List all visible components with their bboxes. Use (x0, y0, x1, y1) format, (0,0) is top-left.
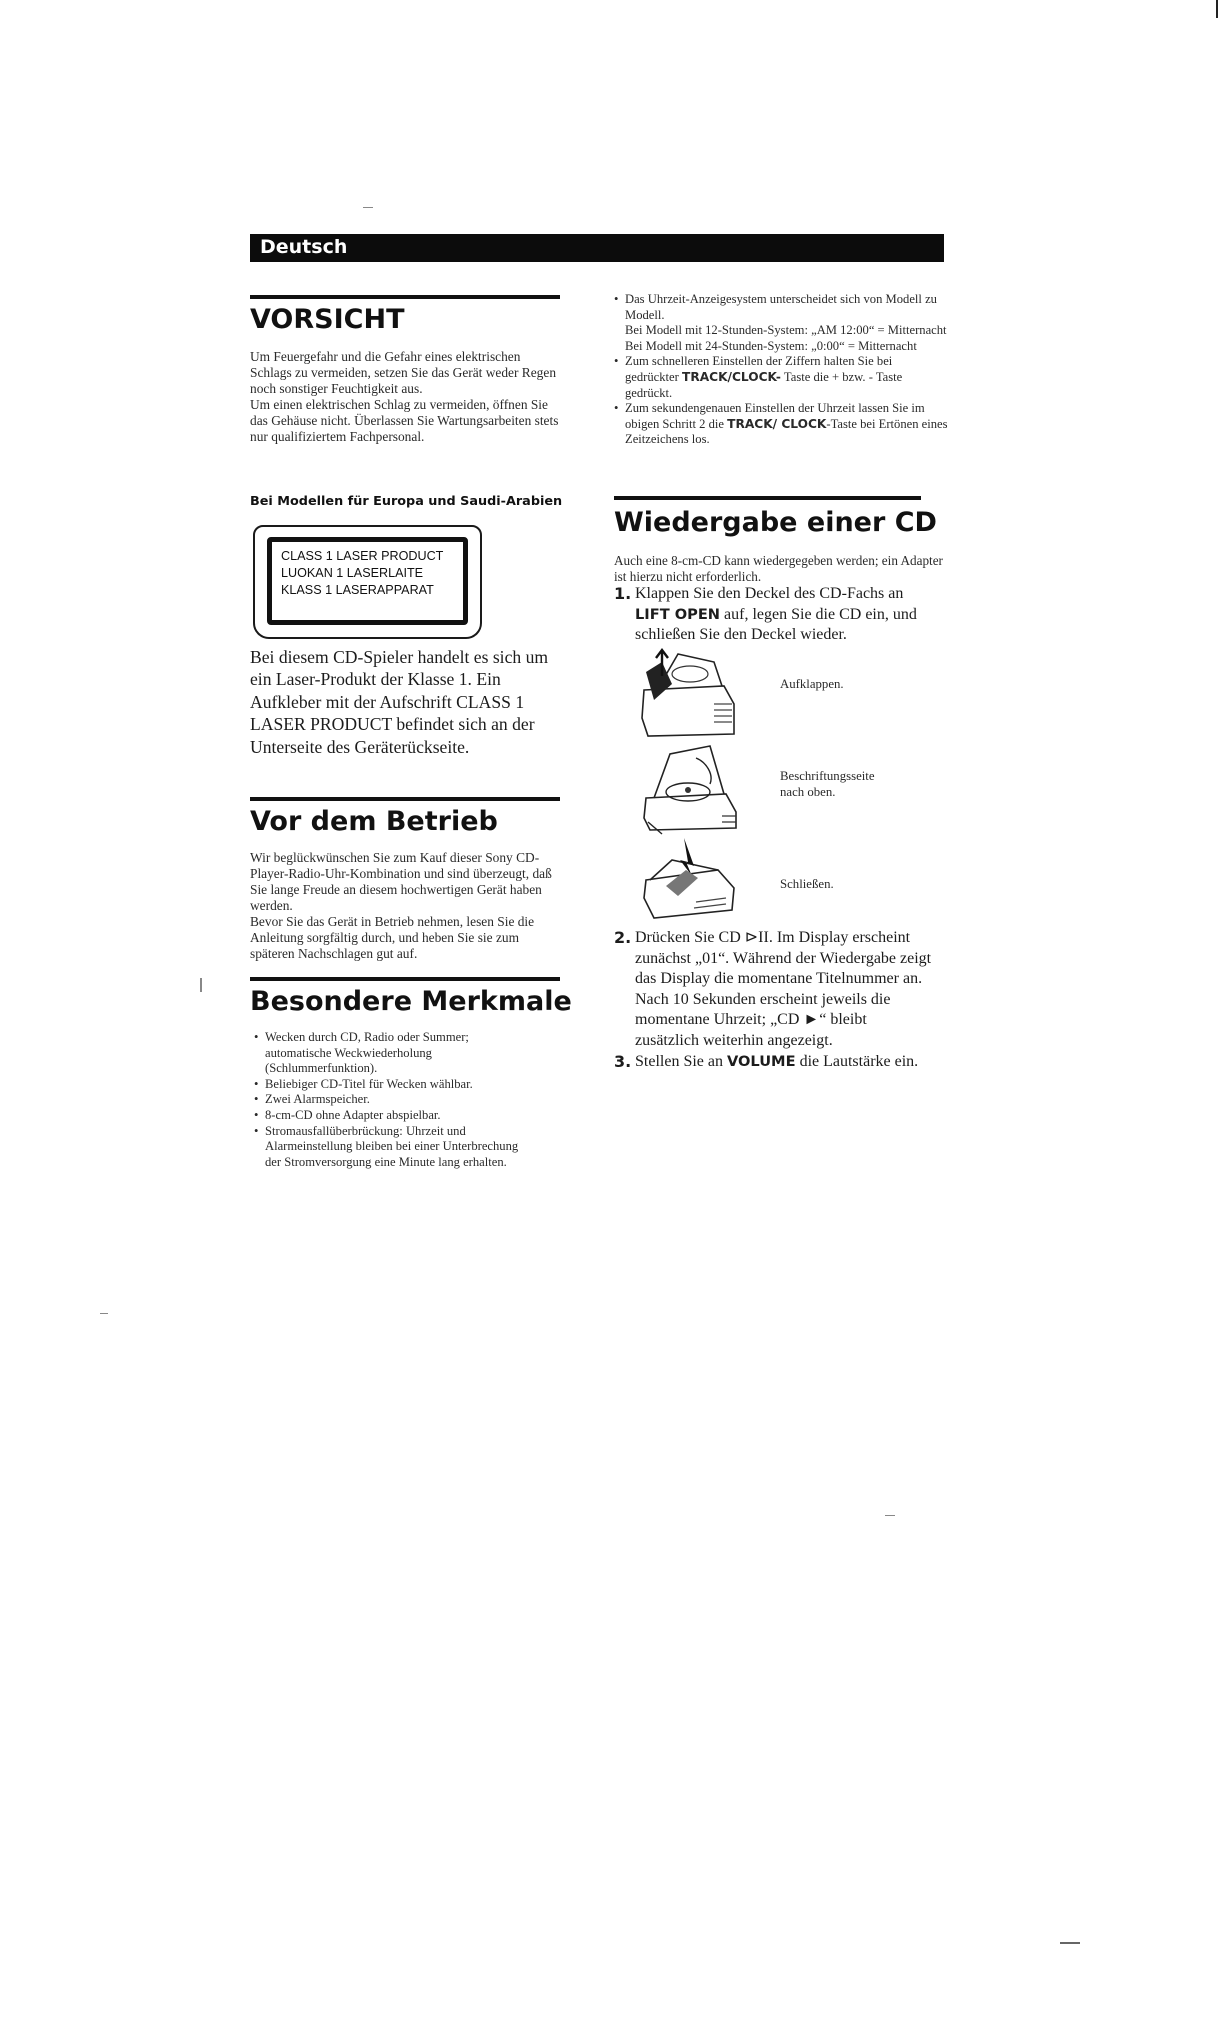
vor-dem-betrieb-para-1: Wir beglückwünschen Sie zum Kauf dieser Sony CD-Player-Radio-Uhr-Kombination und sind überzeugt, daß Sie lange Freude an diesem hochwertigen Gerät haben werden. (250, 850, 552, 913)
wiedergabe-intro: Auch eine 8-cm-CD kann wiedergegeben werden; ein Adapter ist hierzu nicht erforderlich. (614, 553, 943, 584)
heading-vorsicht: VORSICHT (250, 304, 405, 335)
vorsicht-text (250, 349, 560, 445)
language-bar (250, 234, 944, 262)
track-clock-key: TRACK/CLOCK- (682, 369, 781, 384)
scan-mark (885, 1515, 895, 1516)
step-3-text: Stellen Sie an (635, 1052, 727, 1070)
step-3 (614, 1052, 934, 1073)
track-clock-key: TRACK/ CLOCK (727, 416, 827, 431)
section-rule-vorsicht (250, 295, 560, 299)
laser-label-frame (253, 525, 482, 639)
lift-open-key: LIFT OPEN (635, 605, 721, 623)
note-1-text: Das Uhrzeit-Anzeigesystem unterscheidet sich von Modell zu Modell. (625, 292, 937, 322)
step-1-text: Klappen Sie den Deckel des CD-Fachs an (635, 585, 904, 602)
illustration-close-lid (636, 836, 746, 921)
features-list (254, 1030, 534, 1170)
models-heading: Bei Modellen für Europa und Saudi-Arabien (250, 494, 563, 509)
language-label: Deutsch (260, 236, 348, 258)
vor-dem-betrieb-para-2: Bevor Sie das Gerät in Betrieb nehmen, lesen Sie die Anleitung sorgfältig durch, und heben Sie sie zum späteren Nachschlagen gut auf. (250, 914, 535, 961)
vorsicht-para-1: Um Feuergefahr und die Gefahr eines elektrischen Schlags zu vermeiden, setzen Sie das Gerät weder Regen noch sonstiger Feuchtigkeit aus. (250, 349, 557, 396)
note-1-24h: Bei Modell mit 24-Stunden-System: „0:00“ = Mitternacht (625, 338, 917, 353)
volume-key: VOLUME (726, 1052, 796, 1070)
section-rule-vor-dem-betrieb (250, 797, 560, 801)
list-item (614, 292, 949, 354)
vor-dem-betrieb-text (250, 850, 560, 962)
step-2-text: Drücken Sie CD ⊳II. Im Display erscheint zunächst „01“. Während der Wiedergabe zeigt das Display die momentane Titelnummer an. Nach 10 Sekunden erscheint jeweils die momentane Uhrzeit; „CD ►“ bleibt zusätzlich weiterhin angezeigt. (635, 929, 932, 1049)
laser-description: Bei diesem CD-Spieler handelt es sich um ein Laser-Produkt der Klasse 1. Ein Aufkleber mit der Aufschrift CLASS 1 LASER PRODUCT befindet sich an der Unterseite des Geräterückseite. (250, 647, 549, 757)
caption-open: Aufklappen. (780, 677, 844, 691)
note-2-text-end: Taste die + bzw. - Taste gedrückt. (625, 369, 903, 400)
notes-list (614, 292, 949, 448)
note-2-text: Zum schnelleren Einstellen der Ziffern halten Sie bei gedrückter (625, 354, 893, 384)
heading-wiedergabe: Wiedergabe einer CD (614, 507, 937, 538)
vorsicht-para-2: Um einen elektrischen Schlag zu vermeiden, öffnen Sie das Gehäuse nicht. Überlassen Sie Wartungsarbeiten stets nur qualifiziertem Fachpersonal. (250, 397, 559, 444)
scan-mark (200, 978, 202, 992)
note-1-12h: Bei Modell mit 12-Stunden-System: „AM 12:00“ = Mitternacht (625, 323, 947, 338)
scan-mark (363, 207, 373, 208)
step-2 (614, 928, 934, 1052)
list-item: • 8-cm-CD ohne Adapter abspielbar. (254, 1108, 534, 1124)
illustration-insert-cd (636, 740, 746, 835)
list-item: • Stromausfallüberbrückung: Uhrzeit und Alarmeinstellung bleiben bei einer Unterbrechung der Stromversorgung eine Minute lang erhalten. (254, 1124, 534, 1171)
step-1-text-end: auf, legen Sie die CD ein, und schließen Sie den Deckel wieder. (635, 605, 917, 644)
scan-mark (1060, 1942, 1080, 1944)
note-3-text: Zum sekundengenauen Einstellen der Uhrzeit lassen Sie im obigen Schritt 2 die (625, 401, 925, 431)
step-number: 1. (614, 584, 632, 603)
laser-label-line: LUOKAN 1 LASERLAITE (281, 566, 424, 580)
scan-mark (100, 1313, 108, 1314)
heading-besondere-merkmale: Besondere Merkmale (250, 986, 572, 1017)
step-1-list (614, 584, 934, 646)
laser-label-line: CLASS 1 LASER PRODUCT (281, 549, 444, 563)
heading-vor-dem-betrieb: Vor dem Betrieb (250, 806, 498, 837)
caption-label-side: Beschriftungsseite nach oben. (780, 769, 875, 799)
section-rule-besondere-merkmale (250, 977, 560, 981)
step-1 (614, 584, 934, 646)
section-rule-wiedergabe (614, 496, 921, 500)
list-item: • Zwei Alarmspeicher. (254, 1092, 534, 1108)
laser-label (267, 537, 468, 625)
step-number: 2. (614, 928, 632, 947)
illustration-open-lid (636, 648, 746, 743)
caption-close: Schließen. (780, 877, 834, 891)
list-item: • Beliebiger CD-Titel für Wecken wählbar. (254, 1077, 534, 1093)
steps-2-3-list (614, 928, 934, 1072)
step-3-text-end: die Lautstärke ein. (795, 1052, 919, 1070)
laser-label-line: KLASS 1 LASERAPPARAT (281, 583, 434, 597)
scan-mark (1216, 0, 1218, 18)
step-number: 3. (614, 1051, 632, 1071)
list-item (614, 354, 949, 401)
list-item (614, 401, 949, 448)
list-item: • Wecken durch CD, Radio oder Summer; automatische Weckwiederholung (Schlummerfunktion). (254, 1030, 534, 1077)
note-3-text-end: -Taste bei Ertönen eines Zeitzeichens los. (625, 416, 948, 447)
